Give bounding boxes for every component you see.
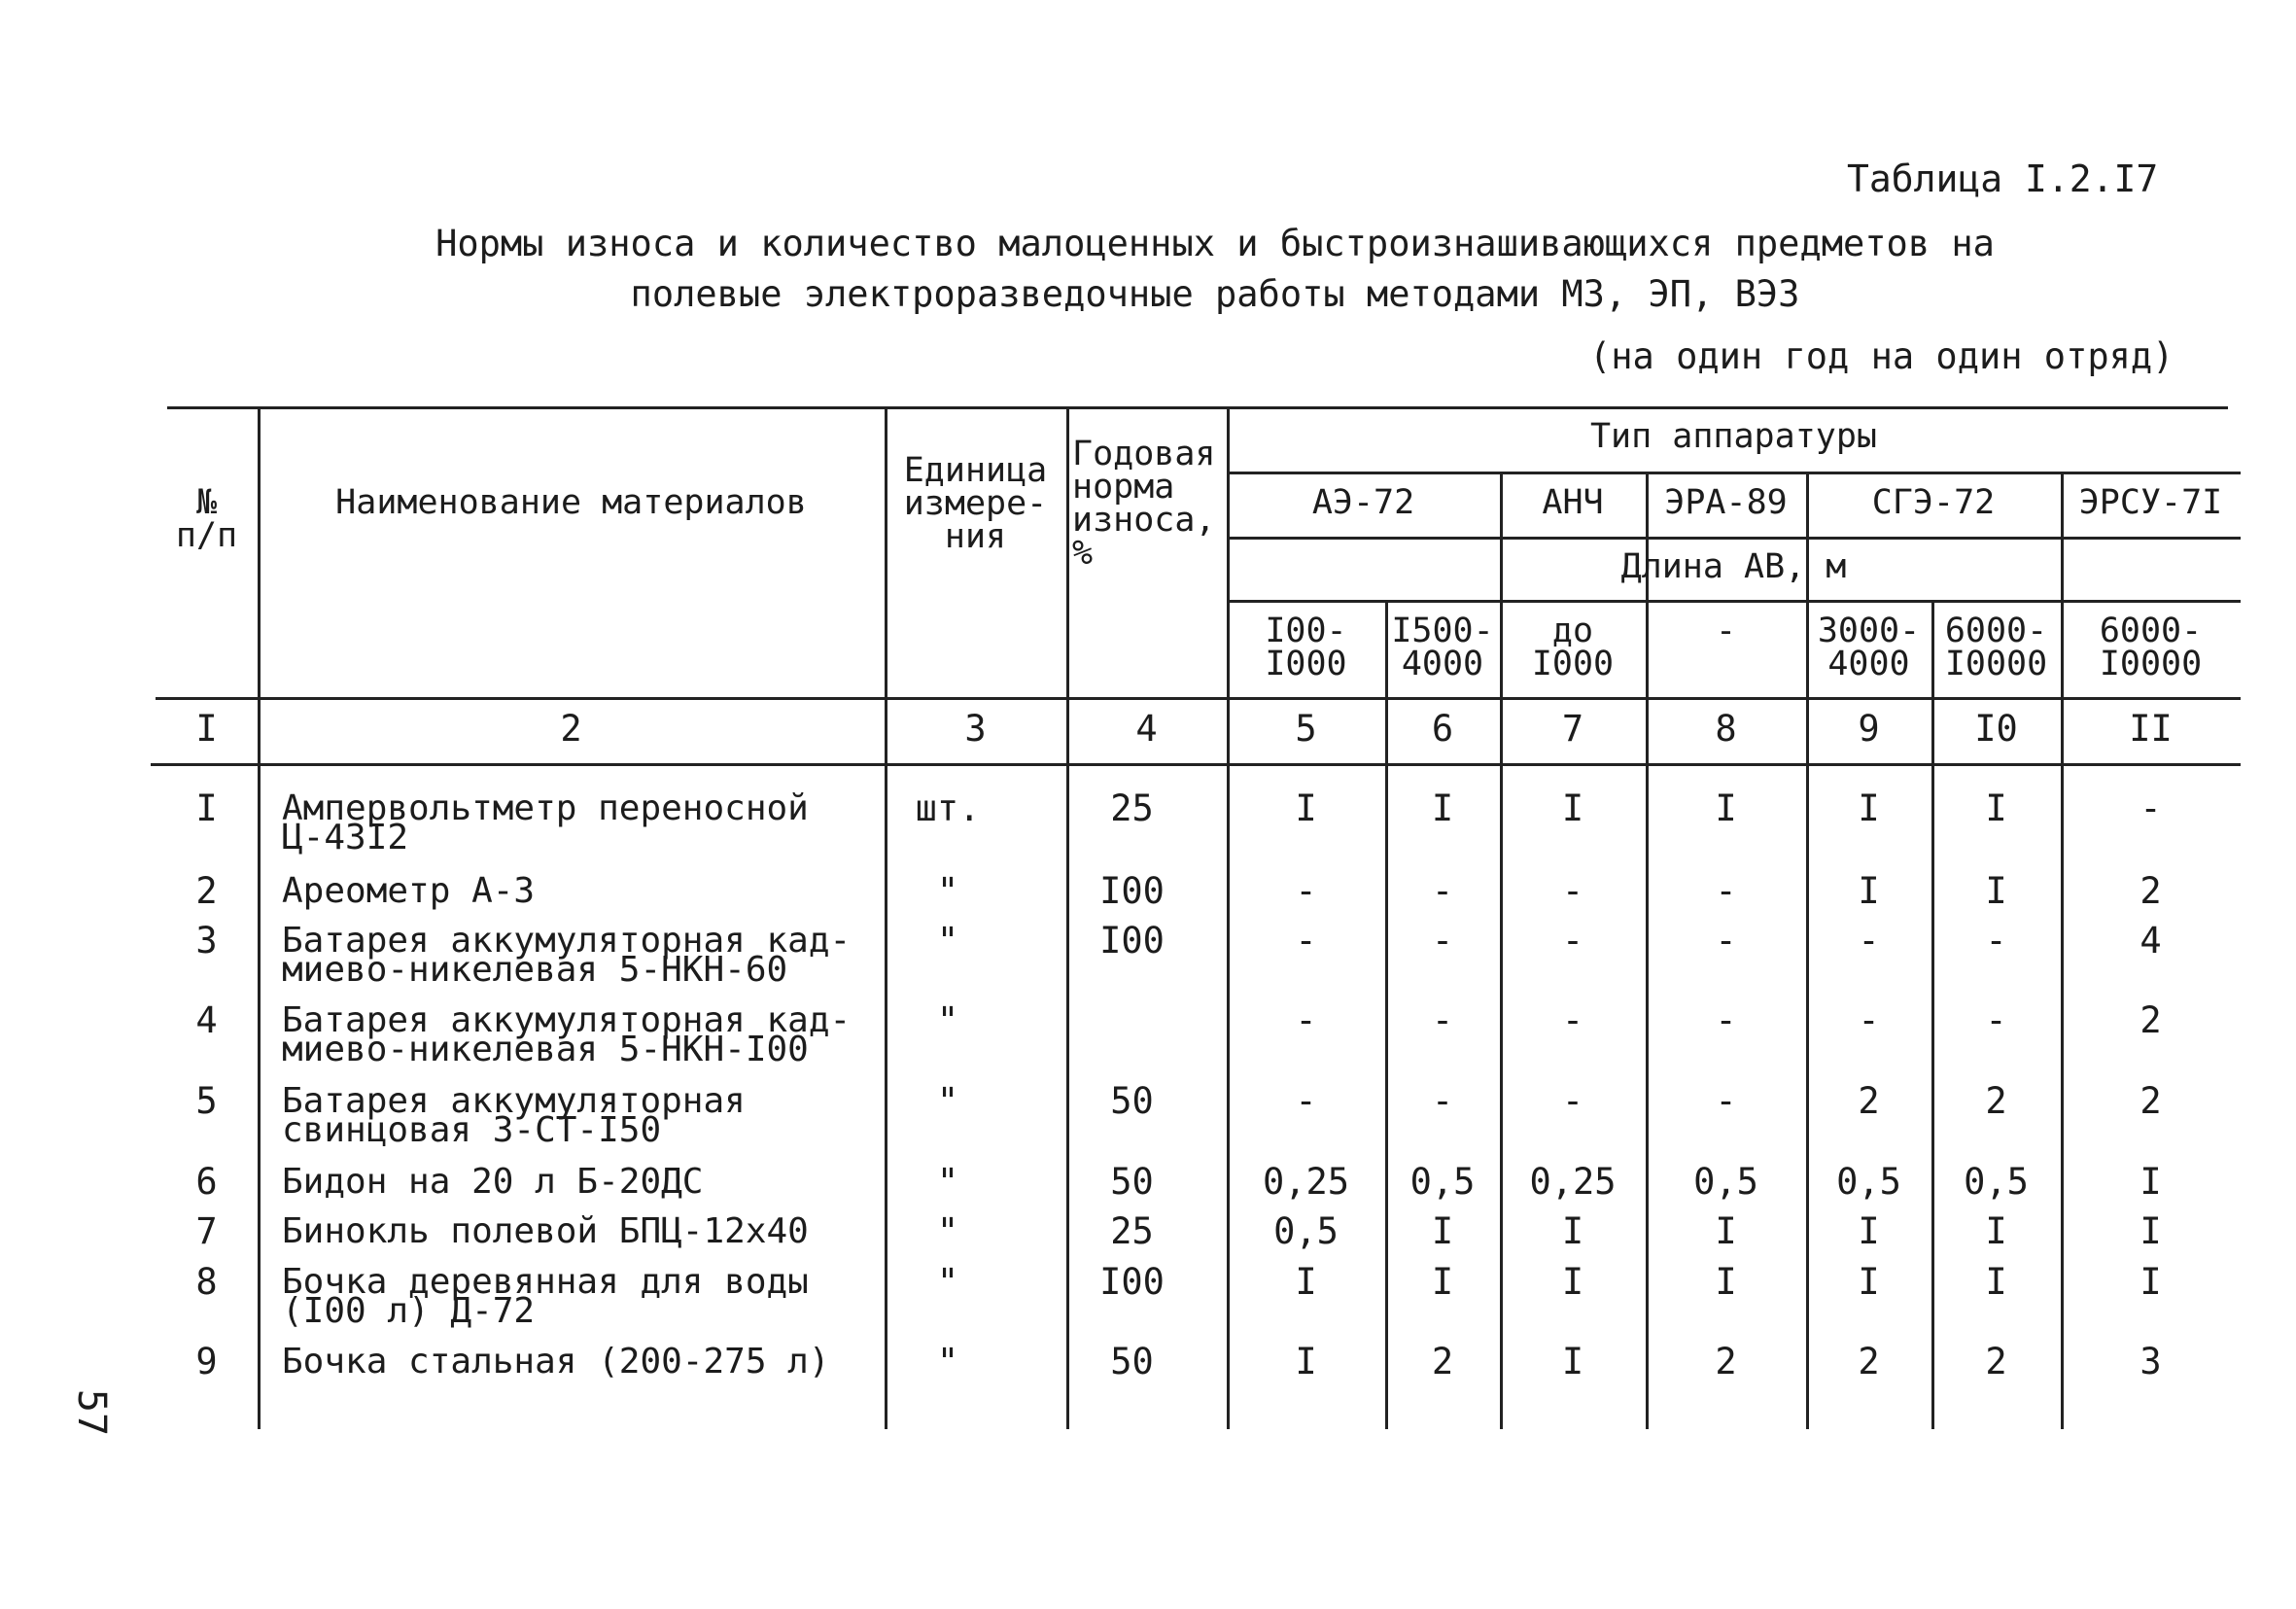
- row-value-col-10: I: [1985, 787, 2007, 829]
- row-unit: ": [936, 999, 959, 1041]
- row-unit: ": [936, 920, 959, 962]
- header-length-5: 6000- I0000: [1944, 612, 2048, 683]
- row-number: 3: [195, 920, 218, 962]
- row-value-col-10: -: [1985, 920, 2007, 962]
- row-value-col-5: -: [1295, 920, 1317, 962]
- row-wear-norm: I00: [1099, 1261, 1165, 1303]
- row-material-name: Батарея аккумуляторная кад- миево-никелевая 5-НКН-60: [282, 921, 852, 990]
- row-value-col-8: -: [1715, 920, 1737, 962]
- row-value-col-11: 2: [2139, 1080, 2162, 1122]
- row-value-col-6: -: [1431, 999, 1454, 1041]
- row-number: 6: [195, 1161, 218, 1203]
- row-value-col-7: 0,25: [1529, 1161, 1617, 1203]
- row-value-col-9: I: [1858, 787, 1880, 829]
- row-unit: ": [936, 1261, 959, 1303]
- table-title-line-1: Нормы износа и количество малоценных и быстроизнашивающихся предметов на: [435, 223, 1995, 264]
- row-number: 4: [195, 999, 218, 1041]
- header-type-1: АНЧ: [1542, 483, 1604, 522]
- row-value-col-8: I: [1715, 1210, 1737, 1252]
- row-material-name: Бочка стальная (200-275 л): [282, 1342, 830, 1382]
- column-number-3: 3: [964, 708, 987, 750]
- row-material-name: Бидон на 20 л Б-20ДС: [282, 1162, 704, 1202]
- row-value-col-11: I: [2139, 1161, 2162, 1203]
- row-value-col-5: I: [1295, 1341, 1317, 1382]
- row-material-name: Батарея аккумуляторная кад- миево-никелевая 5-НКН-I00: [282, 1000, 852, 1069]
- header-norm: Годовая норма износа, %: [1072, 435, 1216, 573]
- header-type-3: СГЭ-72: [1871, 483, 1996, 522]
- row-value-col-6: I: [1431, 1261, 1454, 1303]
- row-material-name: Ампервольтметр переносной Ц-43I2: [282, 788, 809, 857]
- row-value-col-11: I: [2139, 1210, 2162, 1252]
- row-value-col-11: 2: [2139, 999, 2162, 1041]
- length-values-rule: [1227, 600, 2241, 603]
- header-type-0: АЭ-72: [1311, 483, 1415, 522]
- row-value-col-9: I: [1858, 870, 1880, 912]
- row-wear-norm: I00: [1099, 920, 1165, 962]
- header-number: № п/п: [175, 483, 238, 555]
- row-value-col-6: I: [1431, 787, 1454, 829]
- row-wear-norm: I00: [1099, 870, 1165, 912]
- row-wear-norm: 50: [1110, 1161, 1154, 1203]
- row-material-name: Ареометр А-3: [282, 871, 536, 911]
- row-number: 8: [195, 1261, 218, 1303]
- row-wear-norm: 50: [1110, 1341, 1154, 1382]
- header-ab-length: Длина АВ, м: [1620, 547, 1847, 586]
- row-value-col-7: I: [1561, 1341, 1584, 1382]
- header-length-1: I500- 4000: [1391, 612, 1494, 683]
- column-number-7: 7: [1561, 708, 1584, 750]
- row-value-col-9: 2: [1858, 1341, 1880, 1382]
- header-type-4: ЭРСУ-7I: [2078, 483, 2223, 522]
- row-value-col-10: -: [1985, 999, 2007, 1041]
- row-value-col-10: I: [1985, 870, 2007, 912]
- row-number: 2: [195, 870, 218, 912]
- column-number-8: 8: [1715, 708, 1737, 750]
- column-number-2: 2: [560, 708, 582, 750]
- row-value-col-6: I: [1431, 1210, 1454, 1252]
- length-header-rule: [1227, 537, 2241, 540]
- row-value-col-6: -: [1431, 1080, 1454, 1122]
- column-rule-0: [258, 408, 261, 1429]
- row-value-col-5: 0,25: [1262, 1161, 1350, 1203]
- row-value-col-9: I: [1858, 1261, 1880, 1303]
- row-value-col-11: -: [2139, 787, 2162, 829]
- row-number: 7: [195, 1210, 218, 1252]
- row-unit: шт.: [915, 787, 981, 829]
- table-top-rule: [167, 406, 2228, 409]
- row-material-name: Бинокль полевой БПЦ-12х40: [282, 1211, 809, 1251]
- row-value-col-8: I: [1715, 1261, 1737, 1303]
- row-value-col-11: 2: [2139, 870, 2162, 912]
- header-length-2: до I000: [1531, 612, 1615, 683]
- row-number: I: [195, 787, 218, 829]
- header-bottom-rule: [156, 697, 2241, 700]
- page-number: 57: [69, 1388, 115, 1437]
- column-number-5: 5: [1295, 708, 1317, 750]
- header-unit: Единица измере- ния: [903, 451, 1048, 556]
- row-material-name: Батарея аккумуляторная свинцовая 3-СТ-I50: [282, 1081, 746, 1150]
- row-unit: ": [936, 870, 959, 912]
- row-value-col-6: 0,5: [1409, 1161, 1476, 1203]
- header-length-4: 3000- 4000: [1817, 612, 1921, 683]
- column-number-10: I0: [1974, 708, 2018, 750]
- row-value-col-11: 4: [2139, 920, 2162, 962]
- row-value-col-8: -: [1715, 870, 1737, 912]
- column-number-6: 6: [1431, 708, 1454, 750]
- row-value-col-6: 2: [1431, 1341, 1454, 1382]
- row-value-col-10: 0,5: [1964, 1161, 2029, 1203]
- header-length-0: I00- I000: [1265, 612, 1347, 683]
- column-number-11: II: [2129, 708, 2173, 750]
- row-unit: ": [936, 1080, 959, 1122]
- row-material-name: Бочка деревянная для воды (I00 л) Д-72: [282, 1262, 809, 1331]
- row-value-col-8: 0,5: [1693, 1161, 1758, 1203]
- row-value-col-8: 2: [1715, 1341, 1737, 1382]
- header-type-2: ЭРА-89: [1664, 483, 1788, 522]
- row-value-col-5: I: [1295, 1261, 1317, 1303]
- column-number-1: I: [195, 708, 218, 750]
- table-title-line-2: полевые электроразведочные работы методами МЗ, ЭП, ВЭЗ: [630, 273, 1800, 315]
- row-value-col-8: -: [1715, 1080, 1737, 1122]
- row-unit: ": [936, 1210, 959, 1252]
- header-length-6: 6000- I0000: [2099, 612, 2203, 683]
- row-value-col-5: -: [1295, 870, 1317, 912]
- row-value-col-5: -: [1295, 999, 1317, 1041]
- row-value-col-7: I: [1561, 1261, 1584, 1303]
- row-value-col-10: 2: [1985, 1080, 2007, 1122]
- table-subtitle: (на один год на один отряд): [1589, 335, 2174, 377]
- row-value-col-10: I: [1985, 1261, 2007, 1303]
- row-wear-norm: 25: [1110, 1210, 1154, 1252]
- header-name: Наименование материалов: [335, 483, 807, 522]
- table-label: Таблица I.2.I7: [1847, 157, 2159, 200]
- row-value-col-7: -: [1561, 870, 1584, 912]
- row-value-col-9: 0,5: [1836, 1161, 1901, 1203]
- row-value-col-7: I: [1561, 787, 1584, 829]
- row-value-col-6: -: [1431, 920, 1454, 962]
- row-value-col-7: -: [1561, 1080, 1584, 1122]
- header-equipment-type: Тип аппаратуры: [1589, 417, 1877, 456]
- row-value-col-7: -: [1561, 920, 1584, 962]
- row-value-col-5: -: [1295, 1080, 1317, 1122]
- row-value-col-8: -: [1715, 999, 1737, 1041]
- row-value-col-9: -: [1858, 999, 1880, 1041]
- row-unit: ": [936, 1161, 959, 1203]
- row-number: 9: [195, 1341, 218, 1382]
- row-value-col-9: -: [1858, 920, 1880, 962]
- row-value-col-7: -: [1561, 999, 1584, 1041]
- row-value-col-7: I: [1561, 1210, 1584, 1252]
- row-value-col-9: I: [1858, 1210, 1880, 1252]
- column-numbers-rule: [151, 763, 2241, 766]
- row-value-col-8: I: [1715, 787, 1737, 829]
- header-length-3: -: [1715, 612, 1737, 650]
- row-value-col-9: 2: [1858, 1080, 1880, 1122]
- row-unit: ": [936, 1341, 959, 1382]
- row-value-col-5: I: [1295, 787, 1317, 829]
- column-number-4: 4: [1135, 708, 1158, 750]
- row-wear-norm: 50: [1110, 1080, 1154, 1122]
- row-wear-norm: 25: [1110, 787, 1154, 829]
- row-value-col-10: 2: [1985, 1341, 2007, 1382]
- row-value-col-11: 3: [2139, 1341, 2162, 1382]
- row-number: 5: [195, 1080, 218, 1122]
- row-value-col-10: I: [1985, 1210, 2007, 1252]
- row-value-col-5: 0,5: [1273, 1210, 1339, 1252]
- row-value-col-11: I: [2139, 1261, 2162, 1303]
- row-value-col-6: -: [1431, 870, 1454, 912]
- type-header-rule: [1227, 472, 2241, 474]
- column-number-9: 9: [1858, 708, 1880, 750]
